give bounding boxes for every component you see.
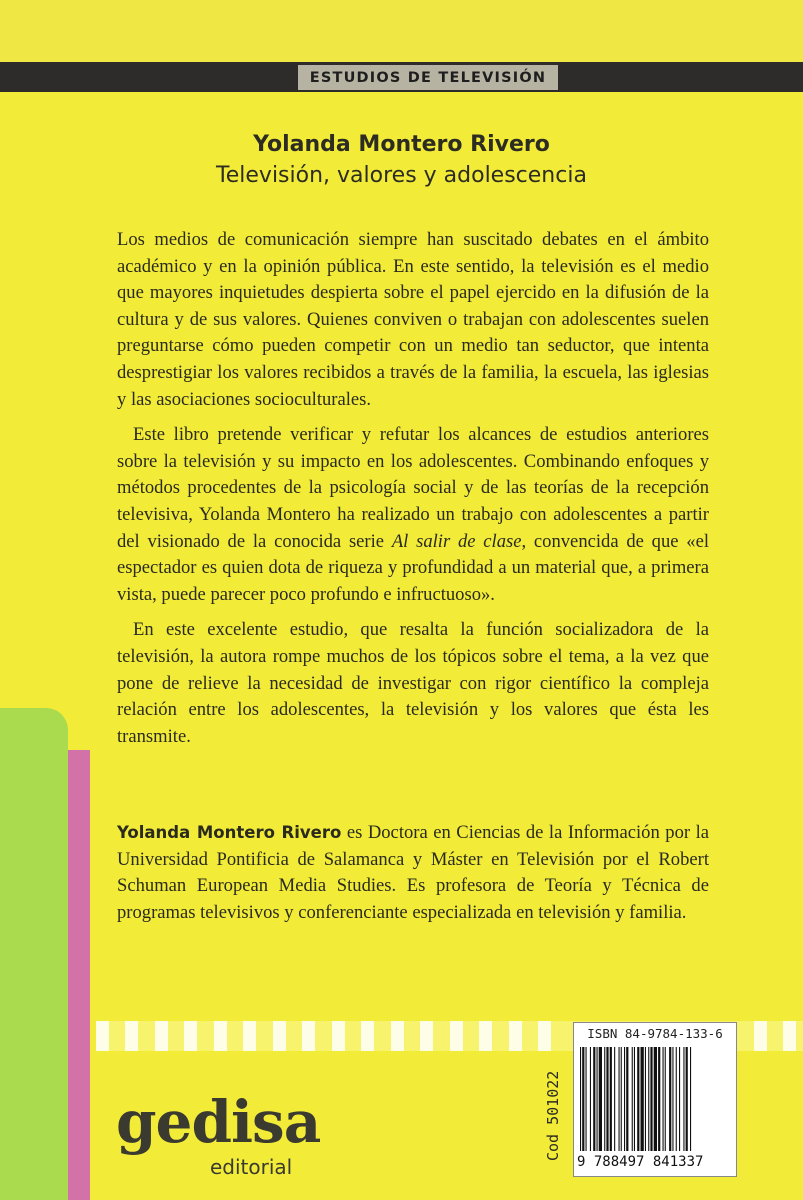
description-paragraph-2 [117,422,709,608]
top-band [0,0,803,62]
publisher-logo-subtitle: editorial [210,1155,293,1179]
film-hole [783,1021,796,1051]
film-hole [125,1021,138,1051]
description [117,227,709,750]
pink-side-band [68,750,90,1200]
series-label-box [298,65,558,90]
film-hole [184,1021,197,1051]
description-paragraph-3: En este excelente estudio, que resalta la función socializadora de la televisión, la autora rompe muchos de los tópicos sobre el tema, a la vez que pone de relieve la necesidad de investigar con rigor científico la compleja relación entre los adolescentes, la televisión y los valores que ésta les transmite. [117,619,709,747]
film-hole [361,1021,374,1051]
film-hole [450,1021,463,1051]
bio-text: es Doctora en Ciencias de la Información por la Universidad Pontificia de Salamanca y Máster en Televisión por el Robert Schuman European Media Studies. Es profesora de Teoría y Técnica de programas televisivos y conferenciante especializada en televisión y familia. [117,822,709,923]
film-hole [96,1021,109,1051]
series-label: ESTUDIOS DE TELEVISIÓN [309,69,547,86]
series-bar [0,62,803,92]
ean-number: 9 788497 841337 [577,1154,704,1170]
film-hole [273,1021,286,1051]
author-name: Yolanda Montero Rivero [253,132,550,157]
film-hole [214,1021,227,1051]
film-hole [332,1021,345,1051]
paragraph-2-text-before: Este libro pretende verificar y refutar los alcances de estudios anteriores sobre la televisión y su impacto en los adolescentes. Combinando enfoques y métodos procedentes de la psicología social y de las teorías de la recepción televisiva, Yolanda Montero ha realizado un trabajo con adolescentes a partir del visionado de la conocida serie [117,424,709,552]
film-hole [155,1021,168,1051]
bio-author-name: Yolanda Montero Rivero [117,823,342,842]
series-name: Al salir de clase [391,530,522,552]
film-hole [754,1021,767,1051]
film-hole [302,1021,315,1051]
film-hole [420,1021,433,1051]
bio-paragraph [117,820,709,926]
green-side-band [0,708,68,1200]
film-hole [479,1021,492,1051]
book-title: Televisión, valores y adolescencia [216,163,587,188]
publisher-logo: gedisa [116,1088,321,1156]
isbn: ISBN 84-9784-133-6 [587,1026,723,1041]
paragraph-2-text-after: , convencida de que «el espectador es quien dota de riqueza y profundidad a un material que, a primera vista, puede parecer poco profundo e infructuoso». [117,530,709,605]
film-hole [391,1021,404,1051]
barcode-box [573,1022,737,1177]
description-paragraph-1: Los medios de comunicación siempre han suscitado debates en el ámbito académico y en la opinión pública. En este sentido, la televisión es el medio que mayores inquietudes despierta sobre el papel ejercido en la difusión de la cultura y de sus valores. Quienes conviven o trabajan con adolescentes suelen preguntarse cómo pueden competir con un medio tan seductor, que intenta desprestigiar los valores recibidos a través de la familia, la escuela, las iglesias y las asociaciones socioculturales. [117,229,709,410]
film-hole [538,1021,551,1051]
author-bio [117,820,709,926]
cod-code: Cod 501022 [544,1070,562,1161]
film-hole [509,1021,522,1051]
film-hole [243,1021,256,1051]
barcode-icon [578,1047,732,1153]
